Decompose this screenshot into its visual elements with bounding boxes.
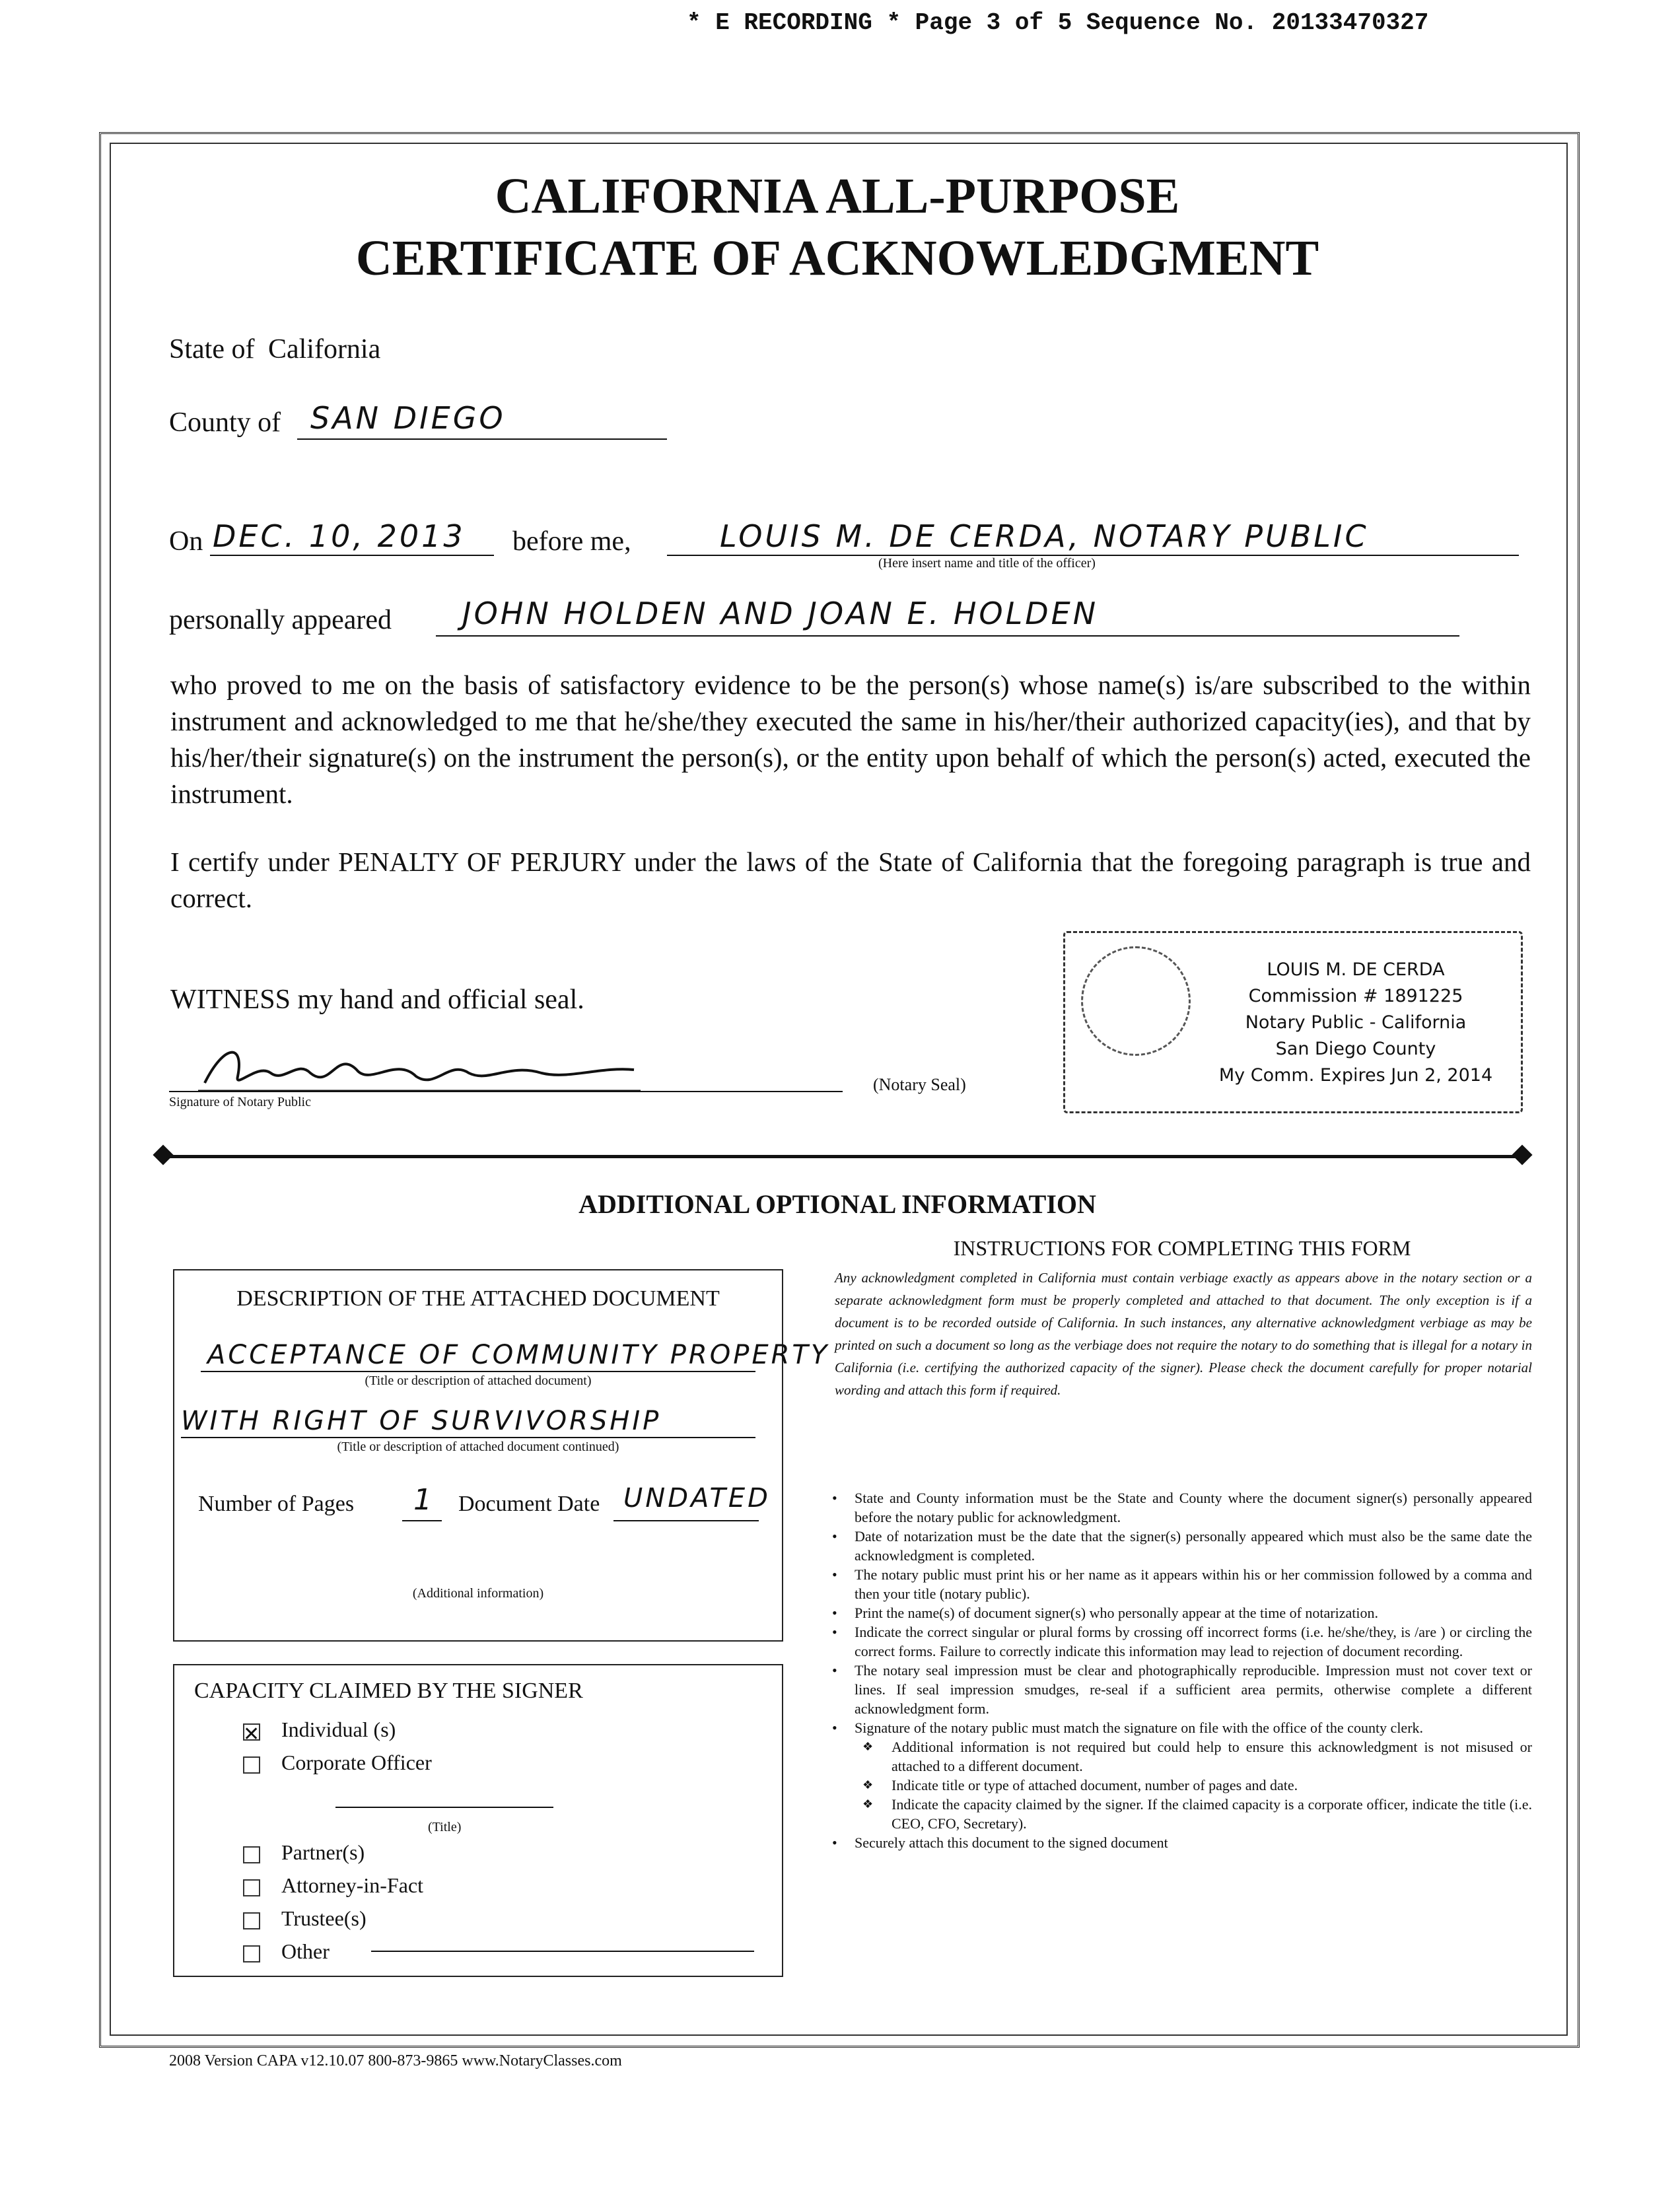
perjury-paragraph: I certify under PENALTY OF PERJURY under the laws of the State of California that the foregoing paragraph is true and correct. — [170, 847, 1531, 913]
pages-value: 1 — [413, 1483, 435, 1517]
capacity-corporate-officer[interactable] — [243, 1746, 432, 1779]
document-title-cont-line — [181, 1437, 755, 1438]
instruction-item: • Date of notarization must be the date that the signer(s) personally appeared which must also be the same date the acknowledgment is completed. — [825, 1527, 1532, 1565]
county-value: SAN DIEGO — [310, 400, 506, 436]
pages-line — [402, 1520, 442, 1521]
additional-info-heading: ADDITIONAL OPTIONAL INFORMATION — [578, 1189, 1096, 1219]
seal-name: LOUIS M. DE CERDA — [1267, 959, 1445, 980]
capacity-partner[interactable] — [243, 1836, 432, 1869]
instruction-item: • Print the name(s) of document signer(s) who personally appear at the time of notarization. — [825, 1603, 1532, 1622]
seal-commission: Commission # 1891225 — [1248, 986, 1463, 1006]
state-value: California — [267, 334, 381, 364]
document-title-line — [201, 1371, 755, 1372]
instructions-heading: INSTRUCTIONS FOR COMPLETING THIS FORM — [953, 1236, 1411, 1260]
instruction-item: • State and County information must be the State and County where the document signer(s) personally appeared before the notary public for acknowledgment. — [825, 1488, 1532, 1527]
partner-checkbox[interactable] — [243, 1846, 260, 1863]
notary-seal-stamp — [1063, 931, 1523, 1113]
title-line-2: CERTIFICATE OF ACKNOWLEDGMENT — [355, 230, 1319, 286]
description-box — [173, 1269, 830, 1642]
notary-signature — [198, 1037, 647, 1103]
seal-expiration: My Comm. Expires Jun 2, 2014 — [1218, 1065, 1493, 1086]
capacity-box — [173, 1664, 783, 1977]
instructions-intro: Any acknowledgment completed in California must contain verbiage exactly as appears above in the notary section or a separate acknowledgment form must be properly completed and attached to that document. The only exception is if a document is to be recorded outside of California. In such instances, any alternative acknowledgment verbiage as may be printed on such a document so long as the verbiage does not require the notary to do something that is illegal for a notary in California (i.e. certifying the authorized capacity of the signer). Please check the document carefully for proper notarial wording and attach this form if required. — [835, 1270, 1532, 1398]
officer-title-row — [243, 1779, 462, 1836]
instruction-sub-item: ❖ Additional information is not required but could help to ensure this acknowledgment is not misused or attached to a different document. — [825, 1737, 1532, 1776]
officer-hint: (Here insert name and title of the officer) — [878, 556, 1096, 571]
instructions-list — [825, 1488, 1532, 1852]
instruction-item: • The notary seal impression must be clear and photographically reproducible. Impression must not cover text or lines. If seal impression smudges, re-seal if a sufficient area permits, otherwise complete a different acknowledgment form. — [825, 1661, 1532, 1718]
capacity-attorney-in-fact[interactable] — [243, 1869, 432, 1902]
capacity-label: Trustee(s) — [281, 1906, 367, 1930]
document-title-value: ACCEPTANCE OF COMMUNITY PROPERTY — [207, 1340, 830, 1370]
capacity-label: Partner(s) — [281, 1840, 365, 1864]
signature-line — [169, 1091, 843, 1092]
attorney-checkbox[interactable] — [243, 1879, 260, 1896]
state-row — [169, 333, 380, 365]
capacity-individual[interactable] — [243, 1713, 432, 1746]
appeared-underline — [436, 635, 1459, 637]
recording-header: * E RECORDING * Page 3 of 5 Sequence No. 20133470327 — [687, 9, 1429, 36]
document-title-hint: (Title or description of attached document) — [365, 1373, 592, 1388]
other-checkbox[interactable] — [243, 1945, 260, 1962]
date-underline — [210, 555, 494, 556]
state-label: State of — [169, 334, 255, 364]
document-date-line — [613, 1520, 759, 1521]
capacity-label: Individual (s) — [281, 1718, 396, 1741]
officer-title-line — [335, 1807, 553, 1808]
form-footer: 2008 Version CAPA v12.10.07 800-873-9865 www.NotaryClasses.com — [169, 2052, 622, 2069]
instruction-sub-item: ❖ Indicate the capacity claimed by the signer. If the claimed capacity is a corporate officer, indicate the title (i.e. CEO, CFO, Secretary). — [825, 1795, 1532, 1833]
corporate-officer-checkbox[interactable] — [243, 1756, 260, 1774]
officer-title-hint: (Title) — [428, 1820, 462, 1834]
description-heading: DESCRIPTION OF THE ATTACHED DOCUMENT — [236, 1286, 720, 1311]
appeared-label: personally appeared — [169, 605, 392, 635]
instruction-item: • Signature of the notary public must match the signature on file with the office of the county clerk. — [825, 1718, 1532, 1737]
instruction-item: • Indicate the correct singular or plural forms by crossing off incorrect forms (i.e. he/she/they, is /are ) or circling the correct forms. Failure to correctly indicate this information may lead to rejection of document recording. — [825, 1622, 1532, 1661]
signature-label: Signature of Notary Public — [169, 1095, 311, 1109]
seal-state: Notary Public - California — [1245, 1012, 1467, 1033]
appeared-value: JOHN HOLDEN AND JOAN E. HOLDEN — [462, 596, 1099, 631]
page-title — [110, 165, 1565, 289]
acknowledgment-paragraph: who proved to me on the basis of satisfactory evidence to be the person(s) whose name(s) is/are subscribed to the within instrument and acknowledged to me that he/she/they executed the same in his/her/their authorized capacity(ies), and that by his/her/their signature(s) on the instrument the person(s), or the entity upon behalf of which the person(s) acted, executed the instrument. — [170, 670, 1531, 809]
individual-checkbox[interactable] — [243, 1723, 260, 1741]
instruction-item-last: • Securely attach this document to the signed document — [825, 1833, 1532, 1852]
notary-date: DEC. 10, 2013 — [213, 518, 466, 554]
witness-text: WITNESS my hand and official seal. — [170, 985, 584, 1015]
document-date-label: Document Date — [458, 1492, 600, 1516]
seal-emblem — [1081, 946, 1191, 1056]
capacity-trustee[interactable] — [243, 1902, 432, 1935]
other-line — [371, 1951, 754, 1952]
before-me-label: before me, — [512, 526, 631, 557]
document-title-cont-hint: (Title or description of attached document continued) — [337, 1440, 619, 1454]
instruction-sub-item: ❖ Indicate title or type of attached document, number of pages and date. — [825, 1776, 1532, 1795]
document-title-cont-value: WITH RIGHT OF SURVIVORSHIP — [181, 1406, 662, 1436]
capacity-label: Corporate Officer — [281, 1751, 432, 1774]
capacity-list — [243, 1713, 462, 1968]
officer-name: LOUIS M. DE CERDA, NOTARY PUBLIC — [720, 518, 1369, 554]
trustee-checkbox[interactable] — [243, 1912, 260, 1929]
capacity-heading: CAPACITY CLAIMED BY THE SIGNER — [194, 1679, 583, 1703]
title-line-1: CALIFORNIA ALL-PURPOSE — [495, 168, 1180, 224]
pages-label: Number of Pages — [198, 1492, 355, 1516]
capacity-label: Attorney-in-Fact — [281, 1873, 424, 1897]
capacity-label: Other — [281, 1939, 330, 1963]
county-underline — [297, 438, 667, 440]
instruction-item: • The notary public must print his or her name as it appears within his or her commission followed by a comma and then your title (notary public). — [825, 1565, 1532, 1603]
additional-info-hint: (Additional information) — [412, 1586, 544, 1601]
section-divider — [165, 1155, 1519, 1158]
document-date-value: UNDATED — [623, 1483, 771, 1513]
county-label: County of — [169, 407, 281, 438]
seal-county: San Diego County — [1275, 1039, 1436, 1059]
on-label: On — [169, 526, 203, 557]
notary-seal-label: (Notary Seal) — [873, 1075, 966, 1094]
